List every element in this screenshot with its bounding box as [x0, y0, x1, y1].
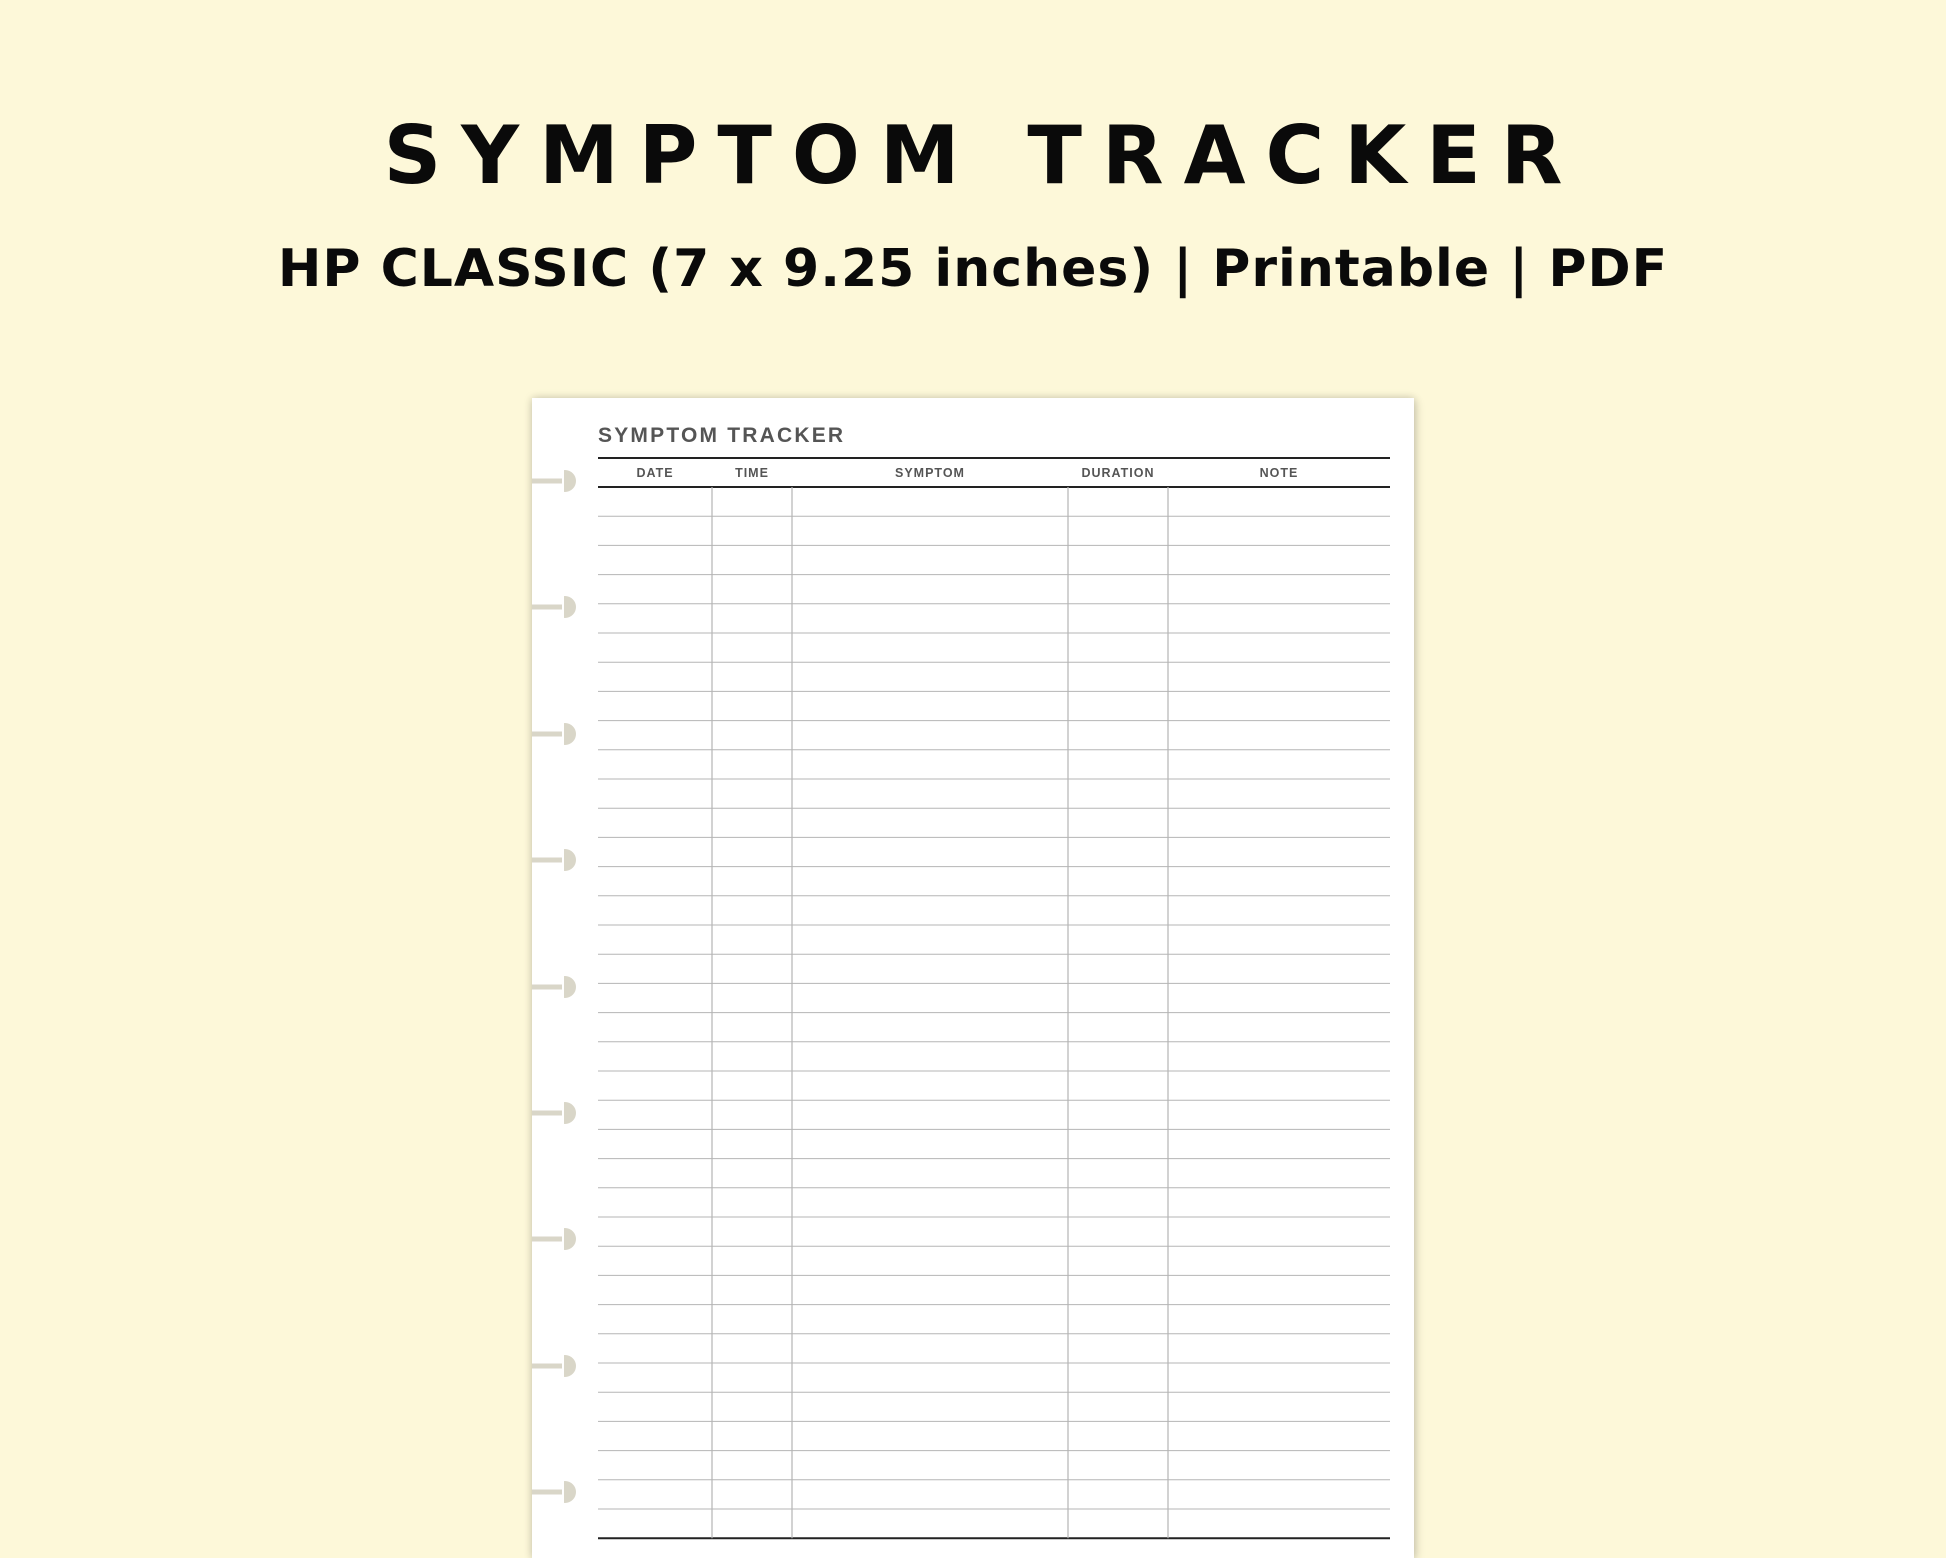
- column-header-time: TIME: [735, 466, 769, 480]
- disc-binding-punch-icon: [532, 972, 580, 1002]
- disc-binding-punch-icon: [532, 592, 580, 622]
- column-header-symptom: SYMPTOM: [895, 466, 965, 480]
- column-header-date: DATE: [636, 466, 674, 480]
- disc-binding-punch-icon: [532, 1098, 580, 1128]
- column-header-duration: DURATION: [1081, 466, 1155, 480]
- disc-binding-punch-icon: [532, 466, 580, 496]
- disc-binding-punch-icon: [532, 1351, 580, 1381]
- page-heading: SYMPTOM TRACKER: [598, 424, 846, 447]
- product-subtitle: HP CLASSIC (7 x 9.25 inches) | Printable | PDF: [277, 239, 1669, 299]
- tracker-table-grid: [532, 398, 1414, 1558]
- planner-page: [532, 398, 1414, 1558]
- disc-binding-punch-icon: [532, 1477, 580, 1507]
- disc-binding-punch-icon: [532, 1224, 580, 1254]
- main-title: SYMPTOM TRACKER: [383, 109, 1583, 202]
- column-header-note: NOTE: [1259, 466, 1299, 480]
- disc-binding-punch-icon: [532, 719, 580, 749]
- disc-binding-punch-icon: [532, 845, 580, 875]
